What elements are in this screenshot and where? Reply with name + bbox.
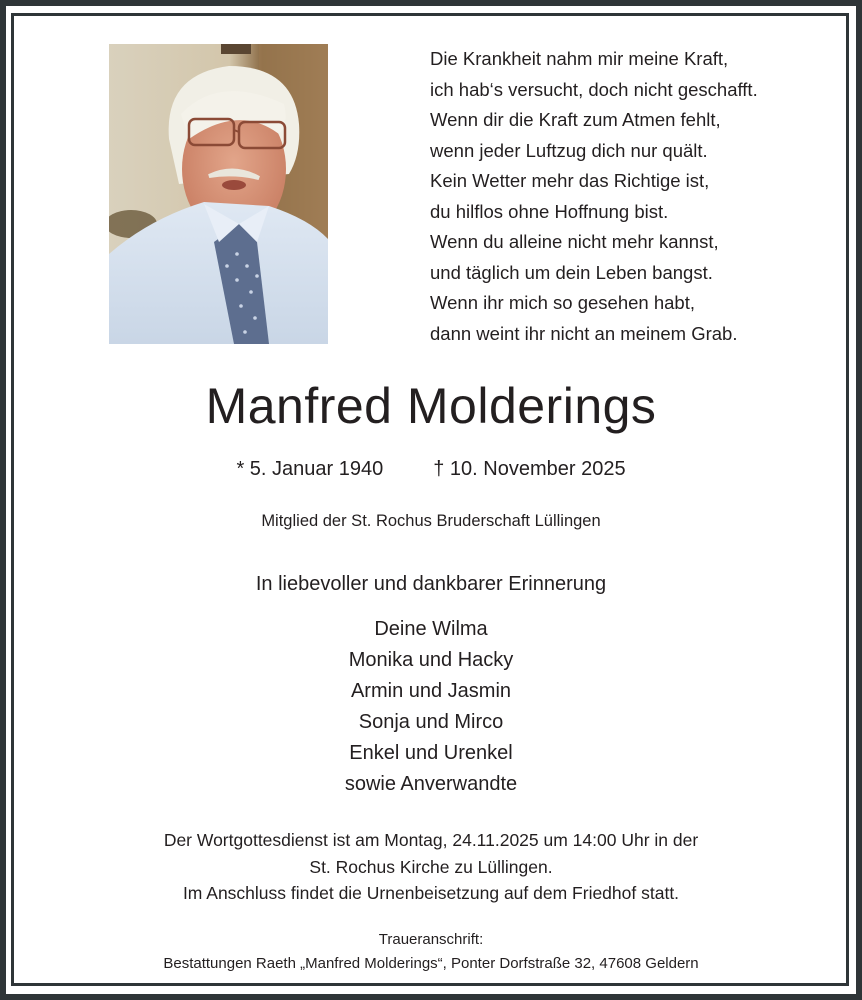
poem-line: Wenn dir die Kraft zum Atmen fehlt,	[430, 109, 721, 130]
poem	[430, 44, 830, 349]
service-info	[0, 827, 862, 907]
mourner-name: Monika und Hacky	[348, 649, 514, 671]
birth-date: * 5. Januar 1940	[236, 458, 384, 480]
poem-line: Wenn du alleine nicht mehr kannst,	[430, 231, 719, 252]
portrait-image	[109, 44, 328, 344]
mourner-name: Armin und Jasmin	[350, 680, 512, 702]
poem-line: Die Krankheit nahm mir meine Kraft,	[430, 48, 729, 69]
mourner-name: Deine Wilma	[374, 618, 488, 640]
death-date: † 10. November 2025	[433, 458, 626, 480]
poem-line: und täglich um dein Leben bangst.	[430, 261, 713, 283]
service-line: St. Rochus Kirche zu Lüllingen.	[309, 856, 553, 877]
mourner-name: Enkel und Urenkel	[349, 742, 513, 764]
deceased-name: Manfred Molderings	[205, 378, 657, 434]
mourners-list	[0, 614, 862, 800]
poem-line: Wenn ihr mich so gesehen habt,	[430, 292, 695, 313]
membership-text: Mitglied der St. Rochus Bruderschaft Lüllingen	[261, 512, 601, 530]
contact-label: Traueranschrift:	[378, 931, 484, 948]
mourner-name: sowie Anverwandte	[344, 773, 518, 795]
poem-line: ich hab‘s versucht, doch nicht geschafft.	[430, 78, 758, 100]
memory-intro: In liebevoller und dankbarer Erinnerung	[255, 573, 607, 595]
service-line: Der Wortgottesdienst ist am Montag, 24.11.2025 um 14:00 Uhr in der	[163, 830, 699, 850]
poem-line: Kein Wetter mehr das Richtige ist,	[430, 170, 710, 191]
poem-line: dann weint ihr nicht an meinem Grab.	[430, 322, 738, 344]
poem-line: wenn jeder Luftzug dich nur quält.	[430, 139, 708, 161]
poem-line: du hilflos ohne Hoffnung bist.	[430, 200, 669, 222]
mourner-name: Sonja und Mirco	[358, 711, 504, 733]
life-dates	[0, 455, 862, 483]
service-line: Im Anschluss findet die Urnenbeisetzung auf dem Friedhof statt.	[182, 883, 680, 903]
contact-address: Bestattungen Raeth „Manfred Molderings“, Ponter Dorfstraße 32, 47608 Geldern	[163, 955, 699, 972]
portrait-photo	[109, 44, 328, 344]
